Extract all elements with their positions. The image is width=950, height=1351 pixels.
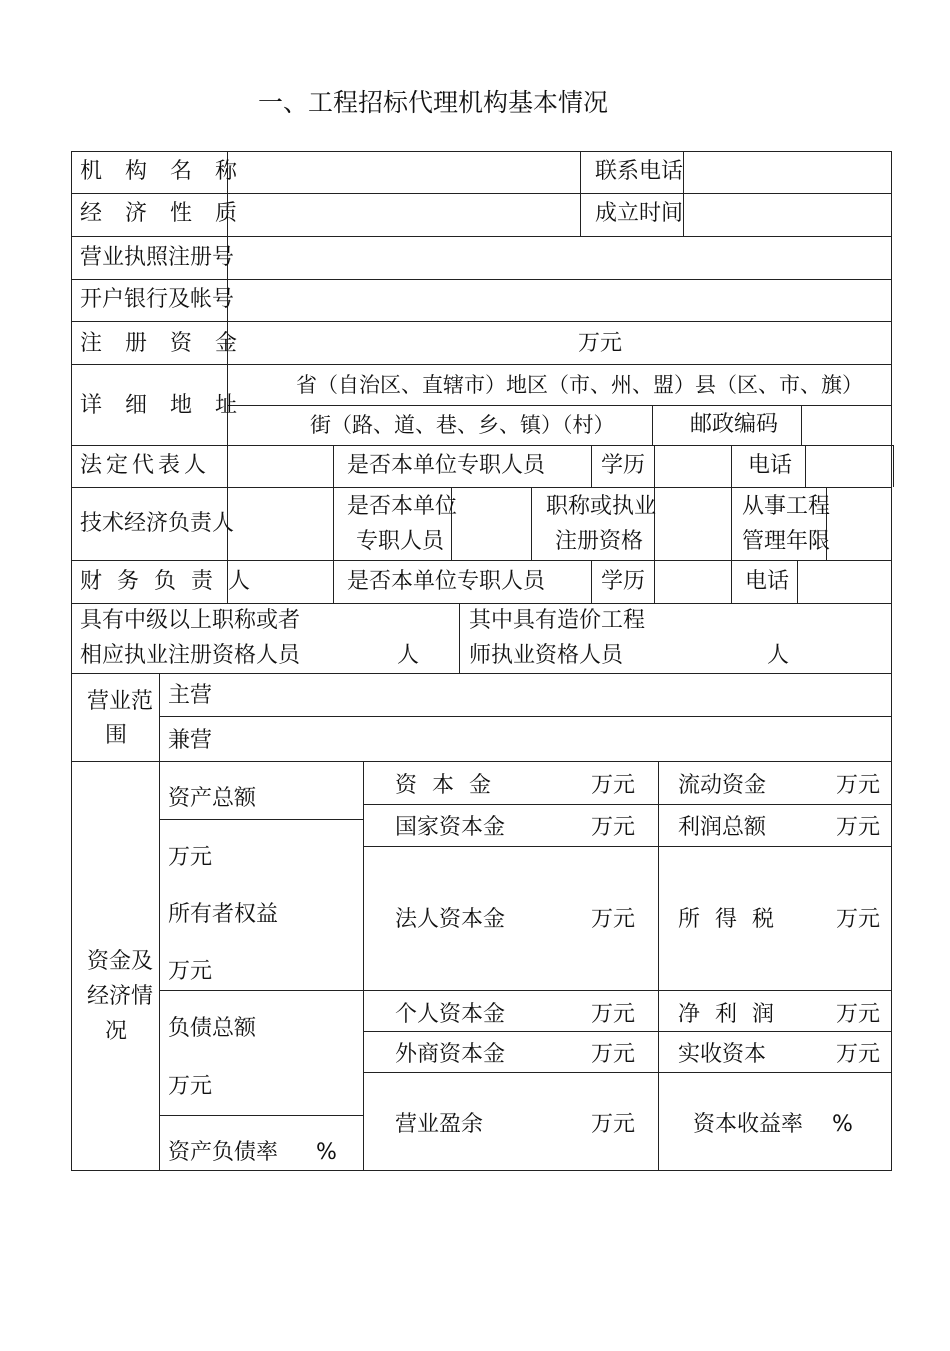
total-profit-unit: 万元	[836, 815, 881, 840]
row-line	[363, 990, 892, 991]
row-line	[71, 279, 892, 280]
income-tax-label: 所 得 税	[678, 907, 778, 932]
contact-phone-label: 联系电话	[595, 159, 684, 184]
finance-head-label: 财 务 负 责 人	[80, 569, 254, 594]
finance-fulltime: 是否本单位专职人员	[347, 569, 546, 594]
personal-capital-label: 个人资本金	[395, 1002, 506, 1027]
foreign-capital-unit: 万元	[591, 1042, 636, 1067]
col-line	[654, 445, 655, 487]
col-line	[652, 405, 653, 445]
row-line	[71, 236, 892, 237]
col-line	[159, 673, 160, 1170]
working-capital-label: 流动资金	[678, 773, 767, 798]
mid-title-2: 相应执业注册资格人员	[80, 643, 301, 668]
main-business-label: 主营	[168, 683, 213, 708]
row-line	[71, 364, 892, 365]
row-line	[71, 761, 892, 762]
state-capital-label: 国家资本金	[395, 815, 506, 840]
col-line	[333, 445, 334, 487]
col-line	[580, 151, 581, 236]
legal-rep-education: 学历	[601, 453, 646, 478]
roe-label: 资本收益率	[693, 1112, 804, 1137]
row-line	[71, 487, 892, 488]
tech-years-2: 管理年限	[742, 529, 831, 554]
income-tax-unit: 万元	[836, 907, 881, 932]
col-line	[731, 445, 732, 487]
col-line	[654, 560, 655, 603]
debt-ratio-label: 资产负债率	[168, 1140, 279, 1165]
legal-rep-phone: 电话	[748, 453, 793, 478]
finance-label-3: 况	[105, 1019, 128, 1044]
paid-capital-unit: 万元	[836, 1042, 881, 1067]
scope-label-2: 围	[105, 723, 128, 748]
cost-eng-2: 师执业资格人员	[469, 643, 624, 668]
org-name-label: 机 构 名 称	[80, 159, 245, 184]
foreign-capital-label: 外商资本金	[395, 1042, 506, 1067]
total-assets-unit: 万元	[168, 845, 213, 870]
col-line	[363, 761, 364, 1170]
license-no-label: 营业执照注册号	[80, 245, 235, 270]
econ-nature-label: 经 济 性 质	[80, 201, 245, 226]
side-business-label: 兼营	[168, 728, 213, 753]
border-top	[71, 151, 892, 152]
mid-title-1: 具有中级以上职称或者	[80, 608, 301, 633]
address-line2: 街（路、道、巷、乡、镇）（村）	[310, 413, 615, 437]
row-line	[71, 560, 892, 561]
border-right	[891, 151, 892, 1170]
total-liab-label: 负债总额	[168, 1016, 257, 1041]
scope-label-1: 营业范	[87, 689, 154, 714]
legal-rep-label: 法定代表人	[80, 453, 211, 478]
reg-capital-label: 注 册 资 金	[80, 331, 245, 356]
cost-eng-1: 其中具有造价工程	[469, 608, 646, 633]
total-profit-label: 利润总额	[678, 815, 767, 840]
mid-title-unit: 人	[397, 643, 420, 668]
row-line	[227, 405, 892, 406]
border-bottom	[71, 1170, 892, 1171]
row-line	[363, 804, 892, 805]
postcode-label: 邮政编码	[690, 412, 779, 437]
tech-fulltime-2: 专职人员	[356, 529, 445, 554]
col-line	[683, 151, 684, 236]
col-line	[531, 487, 532, 560]
border-left	[71, 151, 72, 1170]
capital-label: 资 本 金	[395, 773, 495, 798]
owner-equity-label: 所有者权益	[168, 902, 279, 927]
row-line	[71, 445, 894, 446]
address-label: 详 细 地 址	[80, 393, 245, 418]
tech-years-1: 从事工程	[742, 494, 831, 519]
col-line	[797, 560, 798, 603]
owner-equity-unit: 万元	[168, 959, 213, 984]
paid-capital-label: 实收资本	[678, 1042, 767, 1067]
address-line1: 省（自治区、直辖市）地区（市、州、盟）县（区、市、旗）	[296, 373, 863, 397]
debt-ratio-percent: %	[316, 1140, 337, 1165]
col-line	[658, 761, 659, 1170]
row-line	[363, 1031, 892, 1032]
working-capital-unit: 万元	[836, 773, 881, 798]
row-line	[159, 716, 892, 717]
tech-head-label: 技术经济负责人	[80, 511, 235, 536]
col-line	[731, 560, 732, 603]
surplus-unit: 万元	[591, 1112, 636, 1137]
finance-label-2: 经济情	[87, 984, 154, 1009]
tech-fulltime-1: 是否本单位	[347, 494, 458, 519]
finance-education: 学历	[601, 569, 646, 594]
col-line	[731, 487, 732, 560]
row-line	[159, 990, 363, 991]
row-line	[71, 673, 892, 674]
total-assets-label: 资产总额	[168, 786, 257, 811]
row-line	[159, 819, 363, 820]
bank-account-label: 开户银行及帐号	[80, 287, 235, 312]
legal-capital-unit: 万元	[591, 907, 636, 932]
row-line	[71, 193, 892, 194]
finance-label-1: 资金及	[87, 949, 154, 974]
col-line	[893, 445, 894, 487]
page-title: 一、工程招标代理机构基本情况	[258, 88, 609, 117]
col-line	[333, 560, 334, 603]
net-profit-unit: 万元	[836, 1002, 881, 1027]
founded-label: 成立时间	[595, 201, 684, 226]
col-line	[805, 445, 806, 487]
row-line	[71, 321, 892, 322]
reg-capital-unit: 万元	[578, 331, 623, 356]
row-line	[71, 603, 892, 604]
col-line	[591, 445, 592, 487]
row-line	[363, 1072, 892, 1073]
tech-qual-2: 注册资格	[555, 529, 644, 554]
finance-phone: 电话	[745, 569, 790, 594]
personal-capital-unit: 万元	[591, 1002, 636, 1027]
legal-capital-label: 法人资本金	[395, 907, 506, 932]
row-line	[159, 1115, 363, 1116]
col-line	[459, 603, 460, 673]
tech-qual-1: 职称或执业	[546, 494, 657, 519]
cost-eng-unit: 人	[767, 643, 790, 668]
surplus-label: 营业盈余	[395, 1112, 484, 1137]
total-liab-unit: 万元	[168, 1074, 213, 1099]
col-line	[333, 487, 334, 560]
capital-unit: 万元	[591, 773, 636, 798]
legal-rep-fulltime: 是否本单位专职人员	[347, 453, 546, 478]
state-capital-unit: 万元	[591, 815, 636, 840]
col-line	[591, 560, 592, 603]
row-line	[363, 846, 892, 847]
net-profit-label: 净 利 润	[678, 1002, 778, 1027]
roe-percent: %	[832, 1112, 853, 1137]
col-line	[801, 405, 802, 445]
